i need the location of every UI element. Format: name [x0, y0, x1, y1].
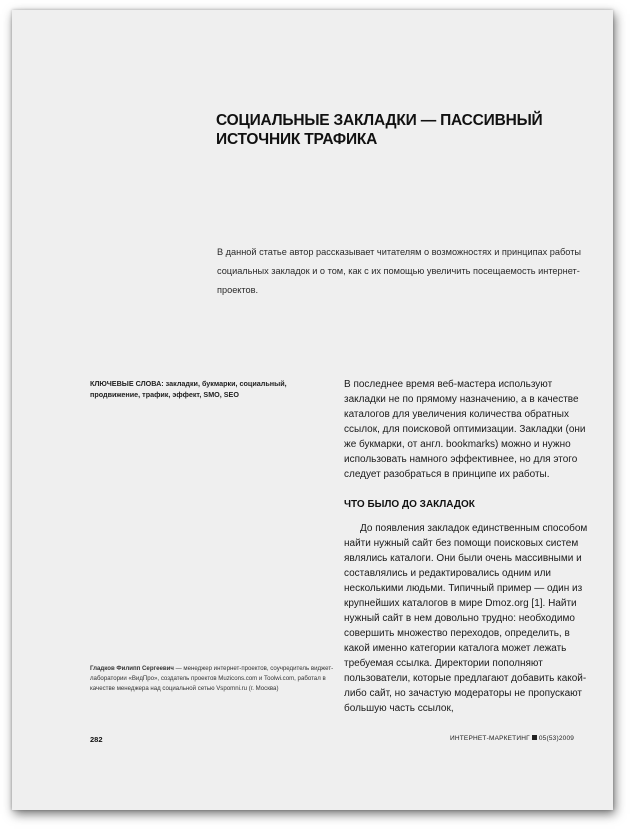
- keywords-block: [90, 378, 330, 400]
- journal-name: ИНТЕРНЕТ-МАРКЕТИНГ: [450, 735, 530, 742]
- document-page: [12, 10, 613, 810]
- square-bullet-icon: [532, 735, 537, 740]
- section-heading: ЧТО БЫЛО ДО ЗАКЛАДОК: [344, 499, 475, 510]
- journal-footer: [450, 735, 574, 742]
- intro-paragraph: В последнее время веб-мастера используют закладки не по прямому назначению, а в качестве каталогов для увеличения количества обратных ссылок, для поисковой оптимизации. Закладки (они же букмарки, от англ. bookmarks) можно и нужно использовать намного эффективнее, но для этого следует разобраться в принципе их работы.: [344, 379, 586, 480]
- author-block: [90, 664, 340, 694]
- article-title: СОЦИАЛЬНЫЕ ЗАКЛАДКИ — ПАССИВНЫЙ ИСТОЧНИК ТРАФИКА: [216, 112, 543, 148]
- author-name: Гладков Филипп Сергеевич: [90, 665, 174, 672]
- journal-issue: 05(53)2009: [538, 735, 575, 742]
- section-paragraph: До появления закладок единственным способом найти нужный сайт без помощи поисковых систем являлись каталоги. Они были очень массивными и составлялись и редактировались одним или несколькими людьми. Типичный пример — один из крупнейших каталогов в мире Dmoz.org [1]. Найти нужный сайт в нем довольно трудно: необходимо совершить множество переходов, определить, в какой именно категории каталога может лежать требуемая ссылка. Директории пополняют пользователи, которые предлагают добавить какой-либо сайт, но зачастую модераторы не пропускают большую часть ссылок,: [344, 523, 588, 714]
- article-lead: В данной статье автор рассказывает читателям о возможностях и принципах работы социальных закладок и о том, как с их помощью увеличить посещаемость интернет-проектов.: [217, 247, 582, 295]
- keywords-text: закладки, букмарки, социальный, продвижение, трафик, эффект, SMO, SEO: [90, 379, 287, 399]
- page-number: 282: [90, 735, 103, 744]
- author-bio: — менеджер интернет-проектов, соучредитель виджет-лаборатории «ВидПро», создатель проектов Muzicons.com и Toolwi.com, работал в качестве менеджера над социальной сетью Vspomni.ru (г. Москва): [90, 665, 334, 692]
- keywords-label: КЛЮЧЕВЫЕ СЛОВА:: [90, 379, 164, 388]
